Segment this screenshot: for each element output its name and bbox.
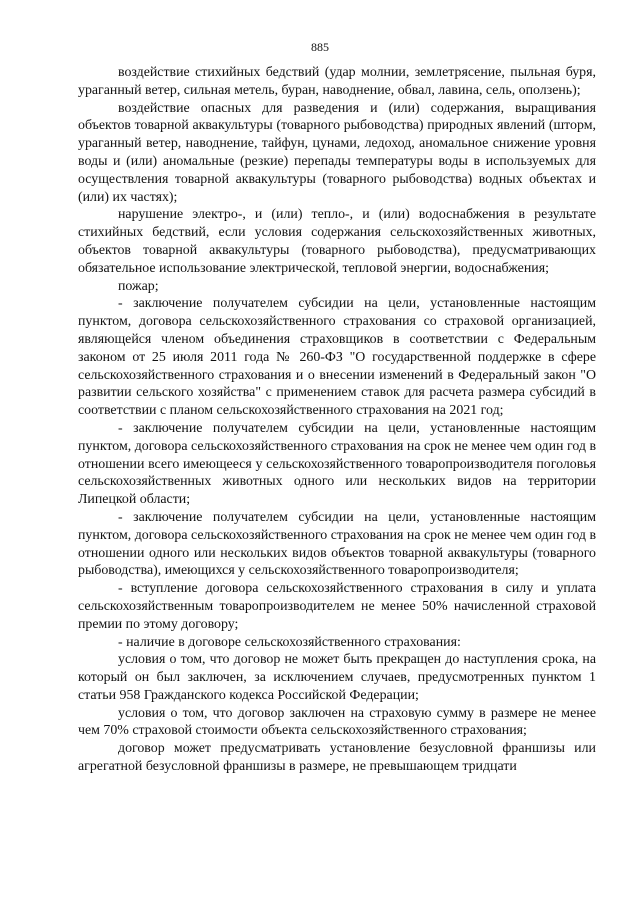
page-number: 885 [311,40,329,54]
paragraph-utility-disruption: нарушение электро-, и (или) тепло-, и (или) водоснабжения в результате стихийных бедствий, если условия содержания сельскохозяйственных животных, объектов товарной аквакультуры (товарного рыбоводства), предусматривающих обязательное использование электрической, тепловой энергии, водоснабжения; [78,207,596,276]
paragraph-fire: пожар; [118,278,159,294]
paragraph-livestock-insurance: - заключение получателем субсидии на цели, установленные настоящим пунктом, договора сельскохозяйственного страхования на срок не менее чем один год в отношении всего имеющееся у сельскохозяйственного товаропроизводителя поголовья сельскохозяйственных животных одного или нескольких видов на территории Липецкой области; [78,420,596,508]
paragraph-franchise: договор может предусматривать установление безусловной франшизы или агрегатной безусловной франшизы в размере, не превышающем тридцати [78,741,596,775]
paragraph-sum-insured-condition: условия о том, что договор заключен на страховую сумму в размере не менее чем 70% страховой стоимости объекта сельскохозяйственного страхования; [78,705,596,739]
paragraph-contract-conditions: - наличие в договоре сельскохозяйственного страхования: [118,634,461,650]
paragraph-termination-condition: условия о том, что договор не может быть прекращен до наступления срока, на который он был заключен, за исключением случаев, предусмотренных пунктом 1 статьи 958 Гражданского кодекса Российской Федерации; [78,652,596,703]
paragraph-natural-disasters: воздействие стихийных бедствий (удар молнии, землетрясение, пыльная буря, ураганный ветер, сильная метель, буран, наводнение, обвал, лавина, сель, оползень); [78,65,596,98]
paragraph-insurance-contract: - заключение получателем субсидии на цели, установленные настоящим пунктом, договора сельскохозяйственного страхования со страховой организацией, являющейся членом объединения страховщиков в соответствии с Федеральным законом от 25 июля 2011 года № 260-ФЗ "О государственной поддержке в сфере сельскохозяйственного страхования и о внесении изменений в Федеральный закон "О развитии сельского хозяйства" с применением ставок для расчета размера субсидий в соответствии с планом сельскохозяйственного страхования на 2021 год; [78,296,596,419]
document-body [78,64,596,776]
paragraph-premium-payment: - вступление договора сельскохозяйственного страхования в силу и уплата сельскохозяйственным товаропроизводителем не менее 50% начисленной страховой премии по этому договору; [78,581,596,632]
paragraph-aquaculture-insurance: - заключение получателем субсидии на цели, установленные настоящим пунктом, договора сельскохозяйственного страхования на срок не менее чем один год в отношении одного или нескольких видов объектов товарной аквакультуры (товарного рыбоводства), имеющихся у сельскохозяйственного товаропроизводителя; [78,509,596,579]
paragraph-aquaculture-hazards: воздействие опасных для разведения и (или) содержания, выращивания объектов товарной аквакультуры (товарного рыбоводства) природных явлений (шторм, ураганный ветер, наводнение, тайфун, цунами, ледоход, аномальное снижение уровня воды и (или) аномальные (резкие) перепады температуры воды в используемых для осуществления товарной аквакультуры (товарного рыбоводства) водных объектах и (или) их частях); [78,100,596,205]
